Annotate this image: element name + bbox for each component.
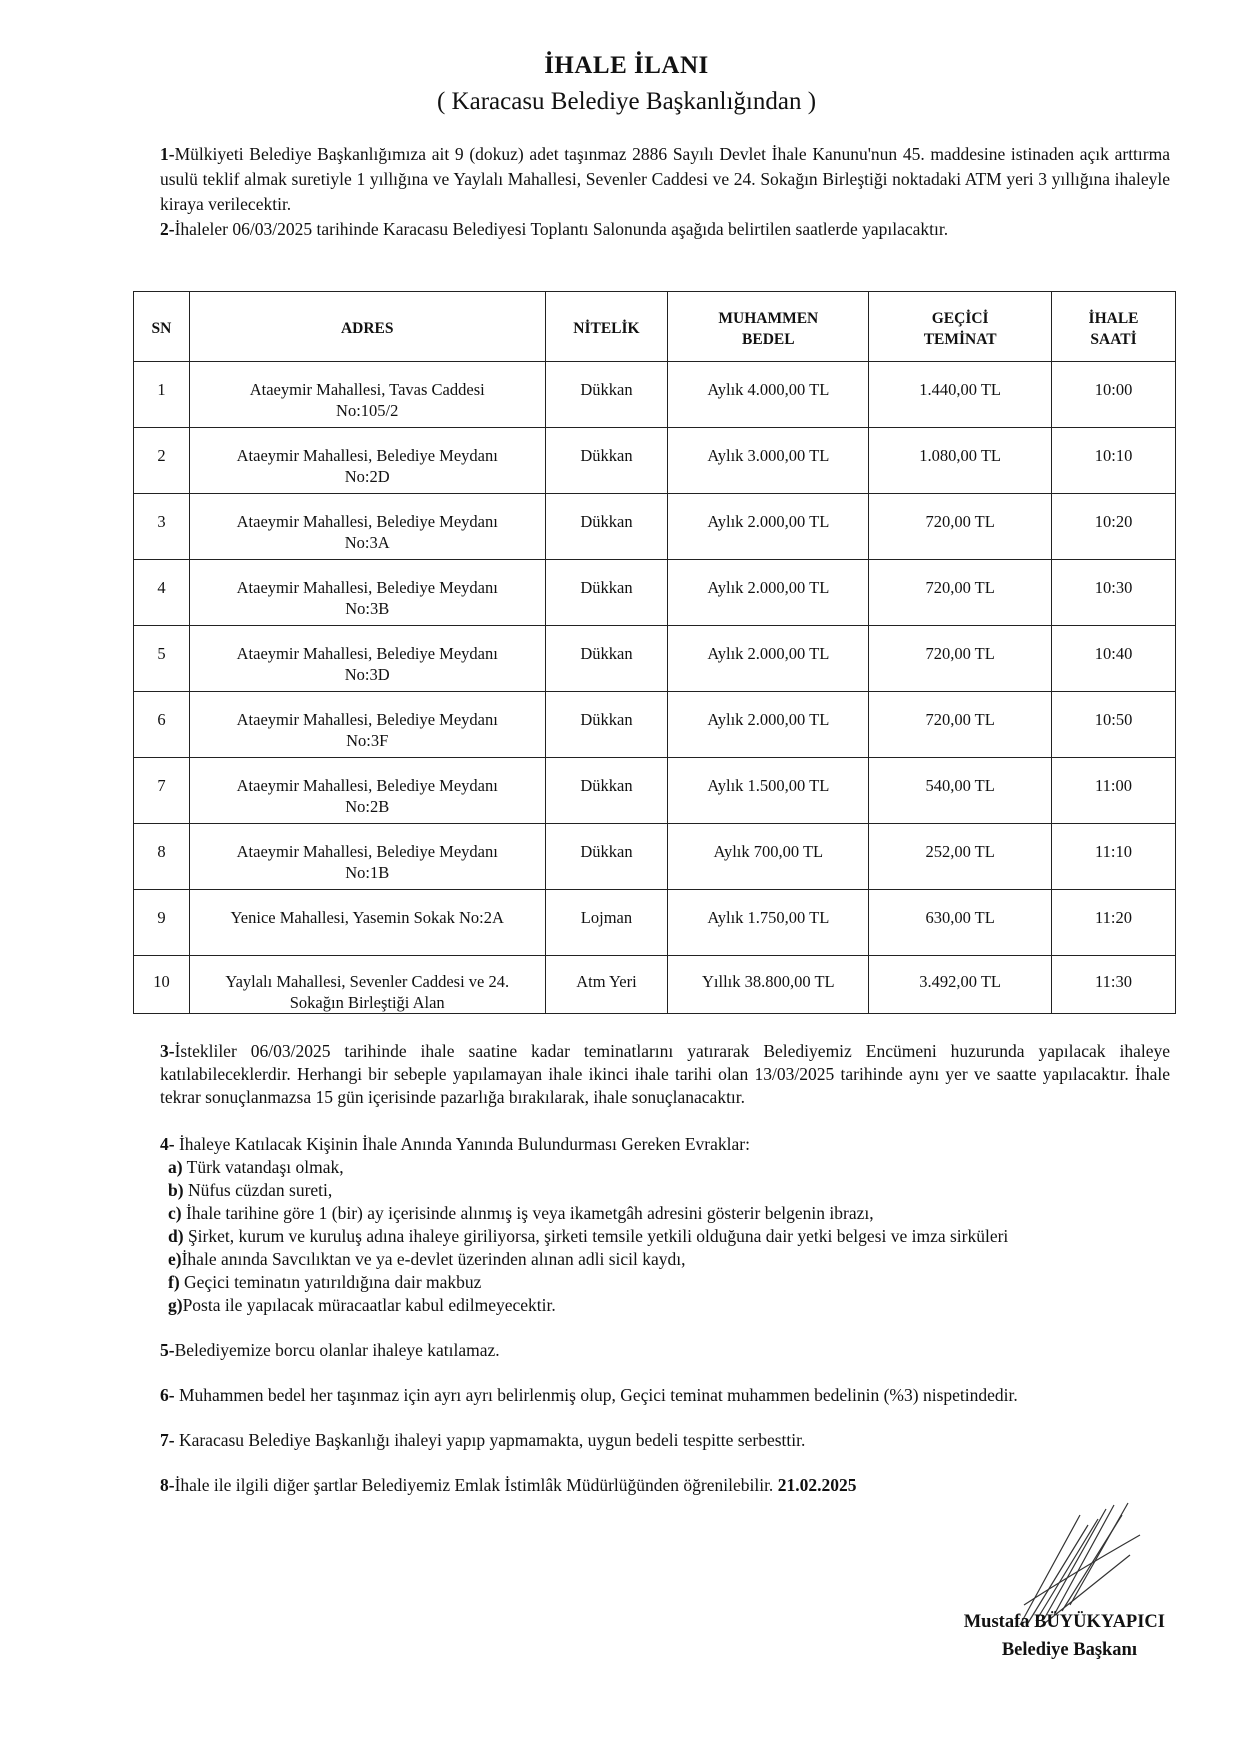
cell-nitelik: Dükkan [545, 626, 668, 692]
cell-ihale-saati: 11:20 [1052, 890, 1176, 956]
table-row [134, 758, 1176, 824]
table-row [134, 956, 1176, 1014]
cell-muhammen-bedel: Aylık 3.000,00 TL [668, 428, 869, 494]
address-line-1: Ataeymir Mahallesi, Belediye Meydanı [236, 446, 498, 465]
paragraph-1-number: 1- [160, 144, 175, 164]
list-item: g)Posta ile yapılacak müracaatlar kabul edilmeyecektir. [168, 1295, 556, 1315]
header-sn: SN [134, 292, 190, 362]
section-5: 5-Belediyemize borcu olanlar ihaleye katılamaz. [160, 1340, 500, 1360]
section-8: 8-İhale ile ilgili diğer şartlar Belediyemiz Emlak İstimlâk Müdürlüğünden öğrenilebilir. 21.02.2025 [160, 1475, 857, 1495]
table-row [134, 824, 1176, 890]
announcement-date: 21.02.2025 [777, 1475, 857, 1495]
cell-ihale-saati: 10:20 [1052, 494, 1176, 560]
table-row [134, 626, 1176, 692]
document-title: İHALE İLANI [544, 52, 709, 79]
address-line-2: No:3B [345, 599, 390, 618]
section-4: 4- İhaleye Katılacak Kişinin İhale Anında Yanında Bulundurması Gereken Evraklar: [160, 1134, 750, 1154]
cell-muhammen-bedel: Aylık 1.500,00 TL [668, 758, 869, 824]
cell-gecici-teminat: 3.492,00 TL [869, 956, 1052, 1014]
conditions-text [160, 1040, 1170, 1497]
cell-muhammen-bedel: Yıllık 38.800,00 TL [668, 956, 869, 1014]
cell-sn: 10 [134, 956, 190, 1014]
header-gecici-teminat: GEÇİCİ TEMİNAT [869, 292, 1052, 362]
table-row [134, 890, 1176, 956]
cell-gecici-teminat: 720,00 TL [869, 692, 1052, 758]
address-line-1: Ataeymir Mahallesi, Belediye Meydanı [236, 578, 498, 597]
section-7: 7- Karacasu Belediye Başkanlığı ihaleyi yapıp yapmamakta, uygun bedeli tespitte serbesttir. [160, 1430, 806, 1450]
tender-table [133, 291, 1176, 1014]
list-item: e)İhale anında Savcılıktan ve ya e-devlet üzerinden alınan adli sicil kaydı, [168, 1249, 686, 1269]
cell-adres [189, 494, 545, 560]
cell-nitelik: Dükkan [545, 692, 668, 758]
cell-nitelik: Atm Yeri [545, 956, 668, 1014]
cell-sn: 3 [134, 494, 190, 560]
cell-sn: 4 [134, 560, 190, 626]
cell-adres [189, 758, 545, 824]
address-line-2: No:3F [346, 731, 389, 750]
address-line-2: Sokağın Birleştiği Alan [289, 993, 445, 1012]
table-row [134, 362, 1176, 428]
cell-nitelik: Dükkan [545, 494, 668, 560]
cell-muhammen-bedel: Aylık 2.000,00 TL [668, 692, 869, 758]
document-subtitle: ( Karacasu Belediye Başkanlığından ) [436, 88, 817, 115]
paragraph-2 [160, 217, 1170, 242]
cell-muhammen-bedel: Aylık 2.000,00 TL [668, 494, 869, 560]
required-documents-list [160, 1156, 1170, 1317]
cell-gecici-teminat: 720,00 TL [869, 626, 1052, 692]
cell-adres [189, 692, 545, 758]
cell-nitelik: Dükkan [545, 560, 668, 626]
cell-adres [189, 362, 545, 428]
table-row [134, 494, 1176, 560]
paragraph-1-text: Mülkiyeti Belediye Başkanlığımıza ait 9 (dokuz) adet taşınmaz 2886 Sayılı Devlet İhale Kanunu'nun 45. maddesine istinaden açık arttırma usulü teklif almak suretiyle 1 yıllığına ve Yaylalı Mahallesi, Sevenler Caddesi ve 24. Sokağın Birleştiği noktadaki ATM yeri 3 yıllığına ihaleyle kiraya verilecektir. [160, 144, 1170, 214]
cell-muhammen-bedel: Aylık 700,00 TL [668, 824, 869, 890]
cell-ihale-saati: 10:50 [1052, 692, 1176, 758]
address-line-1: Ataeymir Mahallesi, Tavas Caddesi [249, 380, 485, 399]
intro-paragraphs [160, 142, 1170, 242]
cell-gecici-teminat: 1.080,00 TL [869, 428, 1052, 494]
address-line-1: Ataeymir Mahallesi, Belediye Meydanı [236, 644, 498, 663]
address-line-1: Yaylalı Mahallesi, Sevenler Caddesi ve 24. [225, 972, 510, 991]
address-line-2: No:3D [344, 665, 390, 684]
cell-gecici-teminat: 540,00 TL [869, 758, 1052, 824]
signer-name: Mustafa BÜYÜKYAPICI [963, 1612, 1165, 1632]
paragraph-2-number: 2- [160, 219, 175, 239]
cell-adres [189, 428, 545, 494]
address-line-2: No:3A [344, 533, 390, 552]
cell-nitelik: Dükkan [545, 824, 668, 890]
list-item: f) Geçici teminatın yatırıldığına dair makbuz [168, 1272, 482, 1292]
paragraph-2-text: İhaleler 06/03/2025 tarihinde Karacasu Belediyesi Toplantı Salonunda aşağıda belirtilen saatlerde yapılacaktır. [174, 219, 949, 239]
address-line-2: No:105/2 [336, 401, 399, 420]
cell-nitelik: Dükkan [545, 758, 668, 824]
header-muhammen-bedel: MUHAMMEN BEDEL [668, 292, 869, 362]
cell-gecici-teminat: 720,00 TL [869, 494, 1052, 560]
cell-ihale-saati: 10:30 [1052, 560, 1176, 626]
cell-sn: 9 [134, 890, 190, 956]
address-line-1: Ataeymir Mahallesi, Belediye Meydanı [236, 710, 498, 729]
cell-sn: 1 [134, 362, 190, 428]
address-line-2: No:1B [345, 863, 390, 882]
cell-gecici-teminat: 1.440,00 TL [869, 362, 1052, 428]
cell-sn: 6 [134, 692, 190, 758]
cell-muhammen-bedel: Aylık 4.000,00 TL [668, 362, 869, 428]
list-item: b) Nüfus cüzdan sureti, [168, 1180, 333, 1200]
section-3: 3-İstekliler 06/03/2025 tarihinde ihale saatine kadar teminatlarını yatırarak Belediyemiz Encümeni huzurunda yapılacak ihaleye katılabileceklerdir. Herhangi bir sebeple yapılamayan ihale ikinci ihale tarihi olan 13/03/2025 tarihinde aynı yer ve saatte yapılacaktır. İhale tekrar sonuçlanmazsa 15 gün içerisinde pazarlığa bırakılarak, ihale sonuçlanacaktır. [160, 1041, 1170, 1107]
cell-ihale-saati: 11:10 [1052, 824, 1176, 890]
cell-muhammen-bedel: Aylık 1.750,00 TL [668, 890, 869, 956]
cell-adres [189, 824, 545, 890]
cell-nitelik: Dükkan [545, 428, 668, 494]
address-line-2: No:2D [344, 467, 390, 486]
cell-gecici-teminat: 720,00 TL [869, 560, 1052, 626]
cell-gecici-teminat: 630,00 TL [869, 890, 1052, 956]
cell-adres [189, 956, 545, 1014]
cell-muhammen-bedel: Aylık 2.000,00 TL [668, 626, 869, 692]
signer-role: Belediye Başkanı [1001, 1640, 1137, 1660]
address-line-1: Ataeymir Mahallesi, Belediye Meydanı [236, 842, 498, 861]
header-adres: ADRES [189, 292, 545, 362]
table-row [134, 692, 1176, 758]
cell-adres [189, 560, 545, 626]
cell-ihale-saati: 10:00 [1052, 362, 1176, 428]
cell-gecici-teminat: 252,00 TL [869, 824, 1052, 890]
cell-sn: 5 [134, 626, 190, 692]
cell-ihale-saati: 11:30 [1052, 956, 1176, 1014]
address-line-1: Ataeymir Mahallesi, Belediye Meydanı [236, 512, 498, 531]
paragraph-1 [160, 142, 1170, 217]
cell-ihale-saati: 10:40 [1052, 626, 1176, 692]
cell-adres [189, 626, 545, 692]
table-header-row [134, 292, 1176, 362]
section-6: 6- Muhammen bedel her taşınmaz için ayrı ayrı belirlenmiş olup, Geçici teminat muhammen bedelinin (%3) nispetindedir. [160, 1385, 1018, 1405]
cell-adres [189, 890, 545, 956]
cell-muhammen-bedel: Aylık 2.000,00 TL [668, 560, 869, 626]
header-nitelik: NİTELİK [545, 292, 668, 362]
cell-nitelik: Lojman [545, 890, 668, 956]
table-row [134, 428, 1176, 494]
table-row [134, 560, 1176, 626]
cell-sn: 7 [134, 758, 190, 824]
signature-block [964, 1608, 1165, 1664]
cell-ihale-saati: 11:00 [1052, 758, 1176, 824]
list-item: c) İhale tarihine göre 1 (bir) ay içerisinde alınmış iş veya ikametgâh adresini gösterir belgenin ibrazı, [168, 1203, 874, 1223]
address-line-1: Ataeymir Mahallesi, Belediye Meydanı [236, 776, 498, 795]
list-item: a) Türk vatandaşı olmak, [168, 1157, 344, 1177]
cell-sn: 8 [134, 824, 190, 890]
address-line-1: Yenice Mahallesi, Yasemin Sokak No:2A [230, 908, 504, 927]
address-line-2: No:2B [345, 797, 390, 816]
cell-sn: 2 [134, 428, 190, 494]
cell-nitelik: Dükkan [545, 362, 668, 428]
cell-ihale-saati: 10:10 [1052, 428, 1176, 494]
header-ihale-saati: İHALE SAATİ [1052, 292, 1176, 362]
list-item: d) Şirket, kurum ve kuruluş adına ihaleye giriliyorsa, şirketi temsile yetkili olduğuna dair yetki belgesi ve imza sirküleri [168, 1226, 1009, 1246]
